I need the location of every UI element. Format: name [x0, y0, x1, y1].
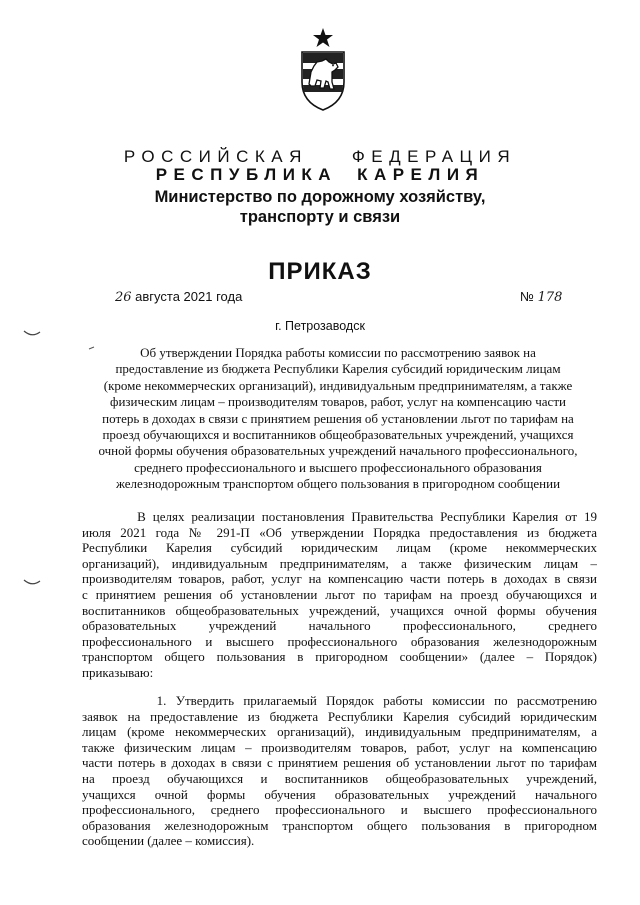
ministry-name-line1: Министерство по дорожному хозяйству, — [154, 188, 486, 206]
handwritten-day: 26 — [115, 290, 132, 305]
republic-word: РЕСПУБЛИКА — [155, 165, 338, 184]
title-line: предоставление из бюджета Республики Карелия субсидий юридическим лицам — [115, 361, 561, 377]
paragraph-line: воспитанников общеобразовательных учреждений, учащихся очной формы обучения — [82, 602, 597, 618]
paragraph-line: заявок на предоставление из бюджета Республики Карелия субсидий юридическим — [82, 708, 597, 724]
title-line: проезд обучающихся и воспитанников общеобразовательных учреждений, учащихся — [102, 427, 574, 443]
paragraph-line: части потерь в доходах в связи с принятием решения об установлении льгот по тарифам — [82, 755, 597, 771]
paragraph-line: профессионального, среднего профессионального и высшего профессионального — [82, 802, 597, 818]
paragraph-line: образования железнодорожным транспортом общего пользования в пригородном — [82, 817, 597, 833]
title-line: среднего профессионального и высшего профессионального образования — [134, 459, 542, 475]
title-line: физическим лицам – производителям товаров, работ, услуг на компенсацию части — [110, 394, 566, 410]
karelia-word: КАРЕЛИЯ — [357, 165, 485, 184]
handwritten-number: 178 — [537, 290, 563, 305]
preamble-paragraph — [82, 509, 597, 681]
country-heading — [0, 147, 640, 167]
paragraph-line: лицам (кроме некоммерческих организаций), индивидуальным предпринимателям, а — [82, 724, 597, 740]
scan-mark-icon — [22, 578, 42, 588]
title-line: Об утверждении Порядка работы комиссии по рассмотрению заявок на — [140, 345, 536, 360]
paragraph-line: на проезд обучающихся и воспитанников общеобразовательных учреждений, — [82, 770, 597, 786]
order-date — [115, 289, 242, 305]
date-month-year: августа 2021 года — [135, 289, 243, 304]
paragraph-line: также физическим лицам – производителям товаров, работ, услуг на компенсацию — [82, 739, 597, 755]
paragraph-line: Республики Карелия субсидий юридическим лицам (кроме некоммерческих — [82, 540, 597, 556]
paragraph-line: В целях реализации постановления Правительства Республики Карелия от 19 — [82, 509, 597, 524]
number-sign: № — [520, 289, 534, 304]
republic-heading — [0, 165, 640, 185]
paragraph-line: производителям товаров, работ, услуг на компенсацию части потерь в доходах в связи — [82, 571, 597, 587]
title-line: очной формы обучения образовательных учреждений начального профессионального, — [98, 443, 578, 459]
paragraph-line: транспортом общего пользования в пригородном сообщении» (далее – Порядок) — [82, 649, 597, 665]
ministry-name-line2: транспорту и связи — [239, 208, 401, 226]
country-word-russian: РОССИЙСКАЯ — [123, 147, 308, 166]
title-line: (кроме некоммерческих организаций), индивидуальным предпринимателям, а также — [103, 377, 573, 393]
paragraph-line: 1. Утвердить прилагаемый Порядок работы комиссии по рассмотрению — [82, 693, 597, 708]
city-line: г. Петрозаводск — [275, 319, 365, 333]
title-line: железнодорожным транспортом общего пользования в пригородном сообщении — [115, 476, 561, 492]
document-type-title: ПРИКАЗ — [268, 258, 372, 285]
order-title — [78, 345, 598, 493]
paragraph-line: образовательных учреждений начального профессионального, среднего — [82, 618, 597, 634]
country-word-federation: ФЕДЕРАЦИЯ — [351, 147, 517, 166]
title-line: потерь в доходах в связи с принятием решения об установлении льгот по тарифам на — [102, 410, 574, 426]
order-number — [520, 289, 562, 305]
item-1-paragraph — [82, 693, 597, 849]
paragraph-line: учащихся очной формы обучения образовательных учреждений начального — [82, 786, 597, 802]
karelia-coat-of-arms-icon — [298, 26, 348, 112]
paragraph-line: профессионального и высшего профессионального образования железнодорожным — [82, 633, 597, 649]
paragraph-line: приказываю: — [82, 664, 154, 680]
scan-mark-icon — [22, 329, 42, 339]
paragraph-line: организаций), индивидуальным предпринимателям, а также физическим лицам – — [82, 555, 597, 571]
paragraph-line: июля 2021 года № 291-П «Об утверждении Порядка предоставления из бюджета — [82, 524, 597, 540]
paragraph-line: сообщении (далее – комиссия). — [82, 833, 255, 849]
paragraph-line: с принятием решения об установлении льгот по тарифам на проезд обучающихся и — [82, 586, 597, 602]
